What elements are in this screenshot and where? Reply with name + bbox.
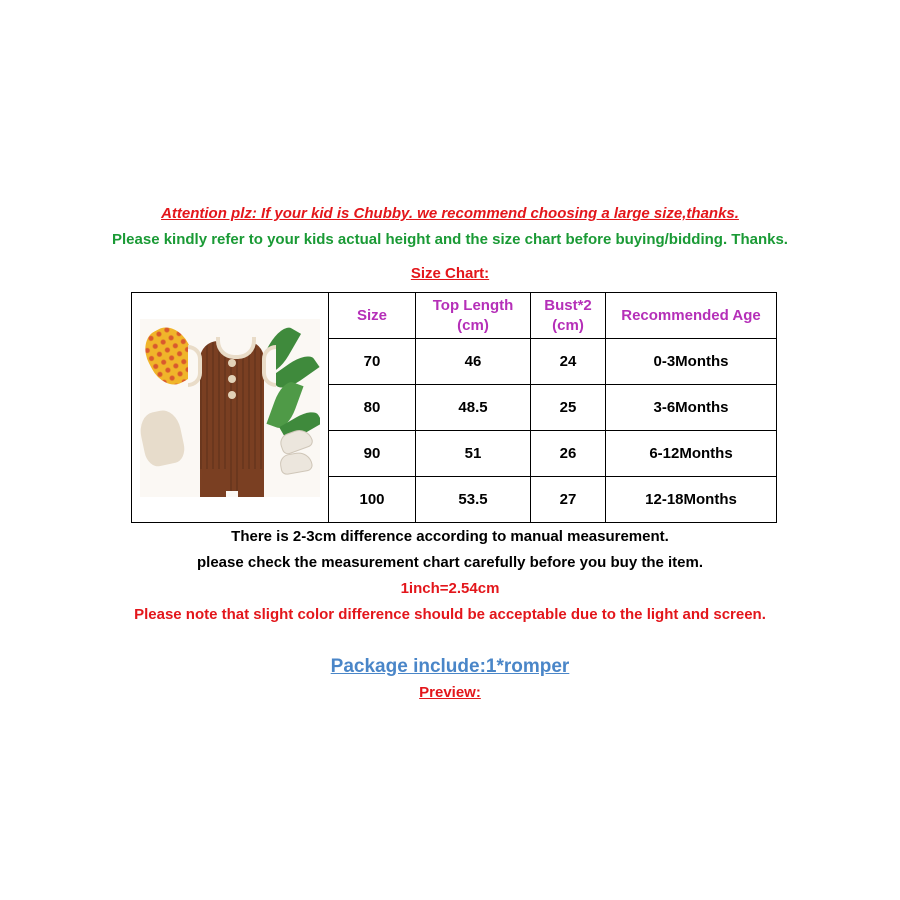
cell-size: 70 — [329, 339, 416, 385]
cell-size: 90 — [329, 431, 416, 477]
table-header-row — [132, 293, 777, 339]
cell-age: 6-12Months — [606, 431, 777, 477]
package-include: Package include:1*romper — [330, 656, 570, 677]
romper-legs — [200, 469, 264, 497]
cell-bust: 26 — [531, 431, 606, 477]
cell-age: 12-18Months — [606, 477, 777, 523]
preview-label: Preview: — [419, 684, 481, 701]
cell-age: 3-6Months — [606, 385, 777, 431]
header-recommended-age: Recommended Age — [606, 293, 777, 339]
cell-top-length: 53.5 — [416, 477, 531, 523]
measurement-difference-note: There is 2-3cm difference according to manual measurement. — [231, 528, 669, 545]
cell-size: 100 — [329, 477, 416, 523]
bonnet-icon — [140, 407, 187, 468]
color-difference-note: Please note that slight color difference should be acceptable due to the light and screen. — [134, 606, 766, 623]
cell-bust: 25 — [531, 385, 606, 431]
attention-notice: Attention plz: If your kid is Chubby. we recommend choosing a large size,thanks. — [161, 205, 739, 222]
size-chart-table — [131, 292, 777, 523]
inch-conversion-note: 1inch=2.54cm — [400, 580, 500, 597]
cell-top-length: 51 — [416, 431, 531, 477]
romper-photo — [140, 319, 320, 497]
product-image-cell — [132, 293, 329, 523]
size-advice-note: Please kindly refer to your kids actual height and the size chart before buying/bidding. Thanks. — [112, 231, 788, 248]
check-chart-note: please check the measurement chart carefully before you buy the item. — [196, 554, 703, 571]
cell-bust: 24 — [531, 339, 606, 385]
shoe-icon — [279, 450, 314, 475]
header-bust: Bust*2 (cm) — [531, 293, 606, 339]
cell-size: 80 — [329, 385, 416, 431]
header-top-length: Top Length (cm) — [416, 293, 531, 339]
cell-bust: 27 — [531, 477, 606, 523]
size-chart-title: Size Chart: — [410, 265, 490, 282]
cell-top-length: 48.5 — [416, 385, 531, 431]
cell-top-length: 46 — [416, 339, 531, 385]
header-size: Size — [329, 293, 416, 339]
cell-age: 0-3Months — [606, 339, 777, 385]
